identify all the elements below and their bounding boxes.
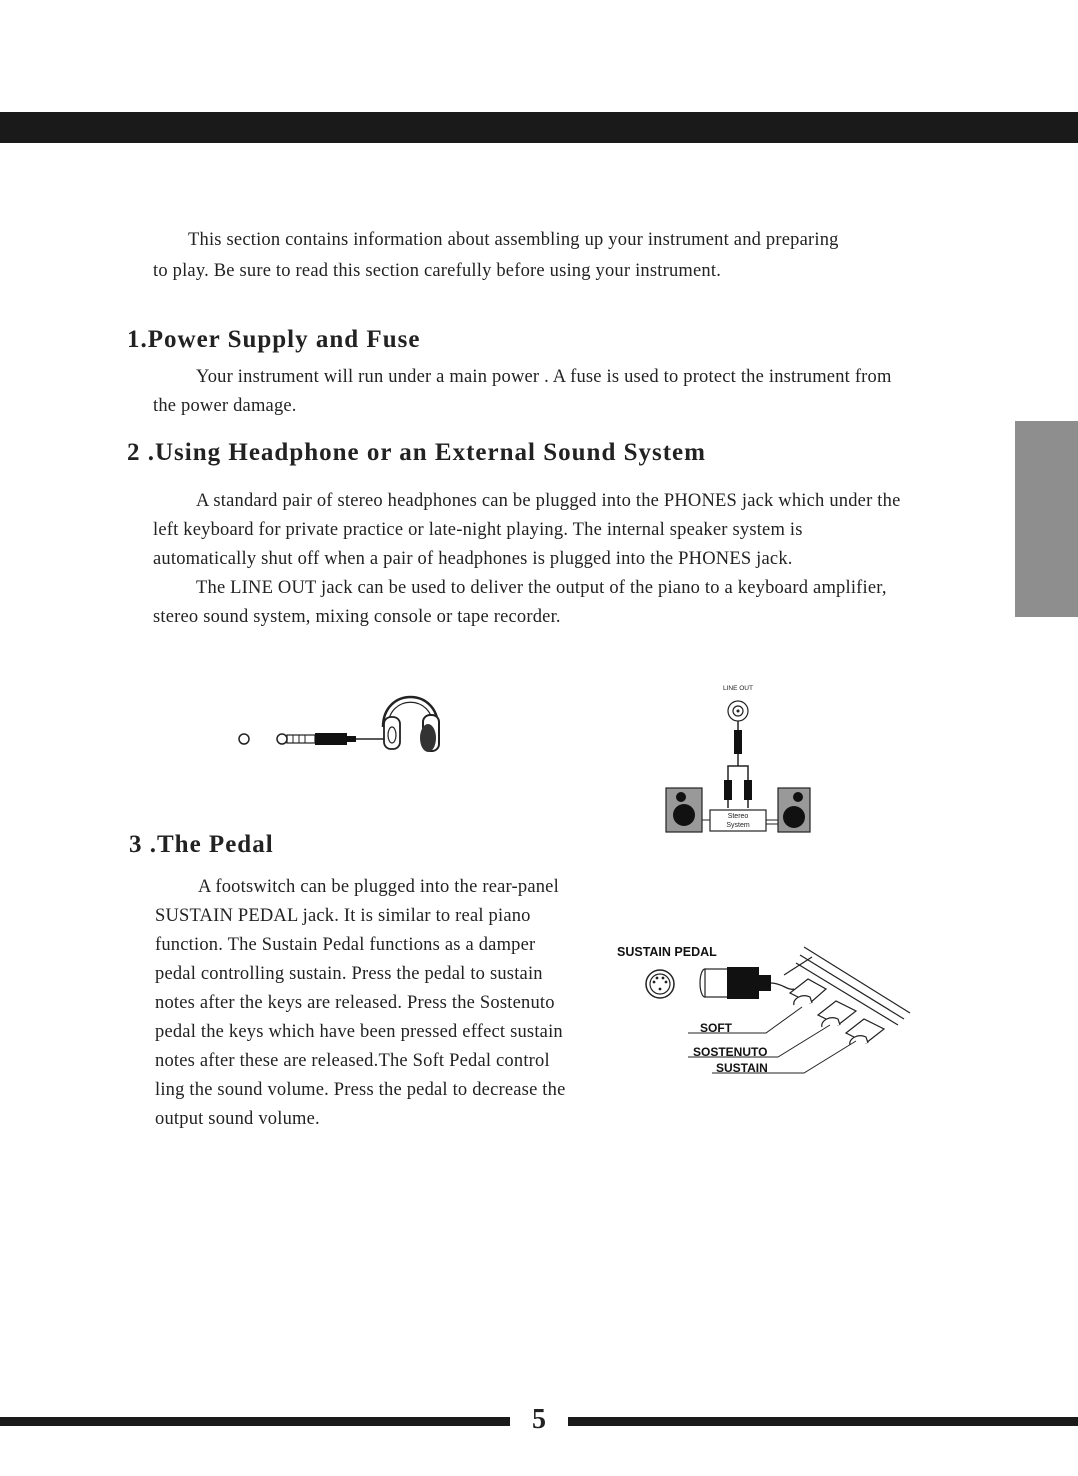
intro-line-1: This section contains information about assembling up your instrument and preparing bbox=[188, 230, 839, 250]
section-2-p1-line-2: left keyboard for private practice or late-night playing. The internal speaker system is bbox=[153, 520, 803, 540]
intro-line-2: to play. Be sure to read this section carefully before using your instrument. bbox=[153, 261, 722, 281]
phones-jack-icon bbox=[239, 734, 249, 744]
section-3-line-3: function. The Sustain Pedal functions as a damper bbox=[155, 935, 536, 955]
section-3-line-9: output sound volume. bbox=[155, 1109, 320, 1129]
soft-pedal-label: SOFT bbox=[700, 1021, 732, 1035]
pedal-plug-icon bbox=[700, 967, 794, 999]
headphone-figure bbox=[230, 672, 455, 762]
sustain-pedal-jack-icon bbox=[646, 970, 674, 998]
section-3-line-4: pedal controlling sustain. Press the pedal to sustain bbox=[155, 964, 543, 984]
stereo-cable-icon bbox=[724, 721, 752, 808]
headphone-icon bbox=[383, 697, 439, 752]
sostenuto-pedal-label: SOSTENUTO bbox=[693, 1045, 768, 1059]
line-out-figure bbox=[660, 680, 820, 838]
left-speaker-icon bbox=[666, 788, 702, 832]
section-1-line-1: Your instrument will run under a main power . A fuse is used to protect the instrument from bbox=[196, 367, 892, 387]
section-3-line-8: ling the sound volume. Press the pedal to decrease the bbox=[155, 1080, 566, 1100]
pedal-figure bbox=[612, 935, 922, 1080]
side-tab bbox=[1015, 421, 1078, 617]
stereo-box-line-2: System bbox=[726, 822, 750, 829]
pedal-unit-icon bbox=[784, 947, 910, 1045]
section-3-line-7: notes after these are released.The Soft Pedal control bbox=[155, 1051, 550, 1071]
footer-line-right bbox=[568, 1417, 1078, 1426]
line-out-jack-icon bbox=[728, 701, 748, 721]
section-2-heading: 2 .Using Headphone or an External Sound System bbox=[127, 439, 706, 466]
right-speaker-icon bbox=[778, 788, 810, 832]
section-2-p2-line-2: stereo sound system, mixing console or tape recorder. bbox=[153, 607, 561, 627]
headphone-plug-icon bbox=[277, 733, 392, 745]
header-bar bbox=[0, 112, 1078, 143]
sustain-pedal-jack-label: SUSTAIN PEDAL bbox=[617, 945, 717, 959]
page-number: 5 bbox=[532, 1404, 546, 1435]
section-3-line-5: notes after the keys are released. Press the Sostenuto bbox=[155, 993, 555, 1013]
section-3-heading: 3 .The Pedal bbox=[129, 831, 274, 858]
stereo-box-line-1: Stereo bbox=[727, 813, 749, 820]
footer-line-left bbox=[0, 1417, 510, 1426]
section-2-p1-line-1: A standard pair of stereo headphones can be plugged into the PHONES jack which under the bbox=[196, 491, 901, 511]
section-1-line-2: the power damage. bbox=[153, 396, 297, 416]
section-3-line-2: SUSTAIN PEDAL jack. It is similar to real piano bbox=[155, 906, 531, 926]
section-3-line-6: pedal the keys which have been pressed effect sustain bbox=[155, 1022, 563, 1042]
section-2-p1-line-3: automatically shut off when a pair of headphones is plugged into the PHONES jack. bbox=[153, 549, 793, 569]
section-2-p2-line-1: The LINE OUT jack can be used to deliver the output of the piano to a keyboard amplifier, bbox=[196, 578, 887, 598]
section-1-heading: 1.Power Supply and Fuse bbox=[127, 326, 421, 353]
line-out-label: LINE OUT bbox=[723, 685, 753, 692]
sustain-pedal-label: SUSTAIN bbox=[716, 1061, 768, 1075]
section-3-line-1: A footswitch can be plugged into the rear-panel bbox=[198, 877, 559, 897]
